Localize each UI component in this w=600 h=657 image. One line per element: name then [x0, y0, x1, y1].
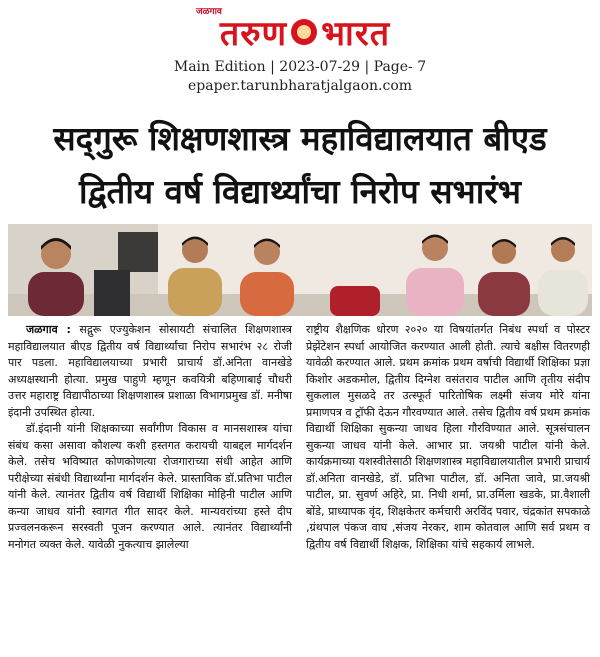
headline-line-1: सद्‌गुरू शिक्षणशास्त्र महाविद्यालयात बीएड [53, 119, 547, 158]
logo-text-left: तरुण [219, 14, 288, 54]
article-column-right [306, 322, 590, 553]
article-photo [8, 224, 592, 316]
edition-line: Main Edition | 2023-07-29 | Page- 7 [173, 59, 427, 75]
article-column-left [8, 322, 292, 553]
paragraph-text: सद्गुरू एज्युकेशन सोसायटी संचालित शिक्षणशास्त्र महाविद्यालयात बीएड द्वितीय वर्ष विद्यार्थ्यांचा निरोप सभारंभ २८ रोजी पार पडला. महाविद्यालयाच्या प्रभारी प्राचार्य डॉ.अनिता वानखेडे अध्यक्षस्थानी होत्या. प्रमुख पाहुणे म्हणून कवयित्री बहिणाबाई चौधरी उत्तर महाराष्ट्र विद्यापीठाच्या शिक्षणशास्त्र प्रशाळा विभागप्रमुख डॉ. मनीषा इंदानी उपस्थित होत्या. [8, 323, 292, 419]
article-body [8, 322, 592, 652]
epaper-url[interactable]: epaper.tarunbharatjalgaon.com [187, 78, 413, 94]
edition-tag: जळगाव [196, 7, 222, 17]
logo-text-right: भारत [321, 14, 391, 54]
newspaper-logo[interactable] [190, 12, 420, 52]
headline-line-2: द्वितीय वर्ष विद्यार्थ्यांचा निरोप सभारंभ [79, 172, 521, 211]
article-headline [0, 112, 600, 218]
edition-meta [0, 58, 600, 96]
article-paragraph [8, 322, 292, 421]
sun-emblem-icon [291, 19, 317, 45]
article-paragraph: डॉ.इंदानी यांनी शिक्षकाच्या सर्वांगीण विकास व मानसशास्त्र यांचा संबंध कसा असावा कौशल्य कशी हस्तगत करायची याबद्दल मार्गदर्शन केले. तसेच भविष्यात कोणकोणत्या रोजगाराच्या संधी आहेत आणि परीक्षेच्या संबंधी विद्यार्थ्यांना मार्गदर्शन केले. प्रास्ताविक डॉ.प्रतिभा पाटील यांनी केले. त्यानंतर द्वितीय वर्ष विद्यार्थी शिक्षिका मोहिनी पाटील आणि कन्या जाधव यांनी स्वागत गीत सादर केले. मान्यवरांच्या हस्ते दीप प्रज्वलनकरून सरस्वती पूजन करण्यात आले. त्यानंतर विद्यार्थ्यांनी मनोगत व्यक्त केले. यावेळी नुकत्याच झालेल्या [8, 422, 292, 551]
dateline: जळगाव : [26, 323, 71, 336]
photo-scene [8, 224, 592, 316]
article-paragraph: राष्ट्रीय शैक्षणिक धोरण २०२० या विषयांतर्गत निबंध स्पर्धा व पोस्टर प्रेझेंटेशन स्पर्धा आयोजित करण्यात आली होती. त्याचे बक्षीस वितरणही यावेळी करण्यात आले. प्रथम क्रमांक प्रथम वर्षाची विद्यार्थी शिक्षिका प्रज्ञा किशोर अडकमोल, द्वितीय दिग्नेश वसंतराव पाटील आणि तृतीय संदीप सुकलाल मुसळदे तर उत्स्फूर्त पारितोषिक लक्ष्मी संजय मोरे यांना प्रमाणपत्र व ट्रॉफी देऊन गौरवण्यात आले. तसेच द्वितीय वर्ष प्रथम क्रमांक विद्यार्थी शिक्षिका सुकन्या जाधव हिला गौरविण्यात आले. सूत्रसंचालन सुकन्या जाधव यांनी केले. आभार प्रा. जयश्री पाटील यांनी केले. कार्यक्रमाच्या यशस्वीतेसाठी शिक्षणशास्त्र महाविद्यालयातील प्रभारी प्राचार्य डॉ.अनिता वानखेडे, डॉ. प्रतिभा पाटील, डॉ. अनिता जावे, प्रा.जयश्री पाटील, प्रा. सुवर्ण अहिरे, प्रा. निधी शर्मा, प्रा.उर्मिला खडके, प्रा.वैशाली बोंडे, प्राध्यापक वृंद, शिक्षकेतर कर्मचारी अरविंद पवार, चंद्रकांत सपकाळे ,ग्रंथपाल पंकज वाघ ,संजय नेरकर, शाम कोतवाल आणि सर्व प्रथम व द्वितीय वर्ष विद्यार्थी शिक्षक, शिक्षिका यांचे सहकार्य लाभले. [306, 323, 590, 551]
masthead [0, 0, 600, 54]
